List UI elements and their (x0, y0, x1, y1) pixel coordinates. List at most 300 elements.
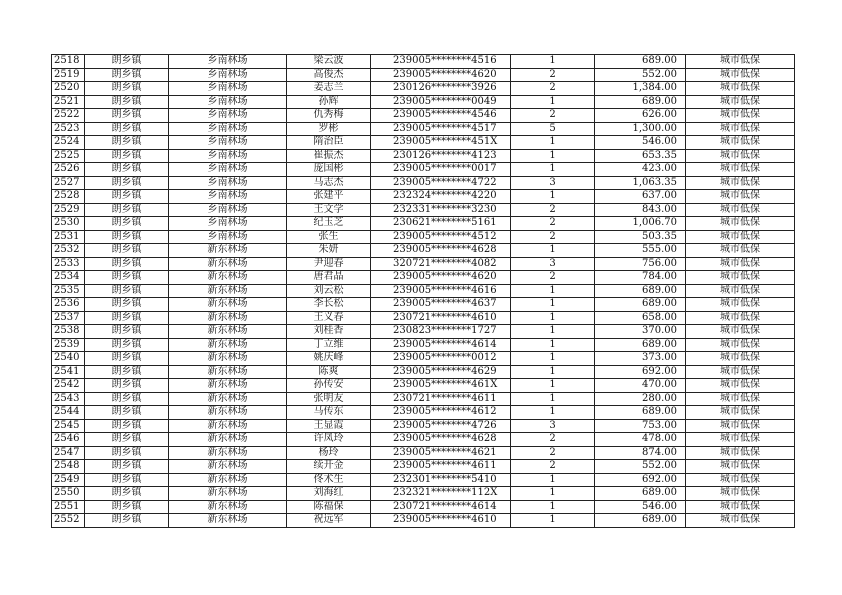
id-number-cell: 230823********1727 (371, 325, 511, 339)
town-cell: 朗乡镇 (85, 325, 169, 339)
household-size-cell: 1 (511, 325, 595, 339)
amount-cell: 658.00 (595, 311, 686, 325)
town-cell: 朗乡镇 (85, 163, 169, 177)
name-cell: 姜志兰 (287, 82, 371, 96)
amount-cell: 1,384.00 (595, 82, 686, 96)
town-cell: 朗乡镇 (85, 352, 169, 366)
row-number-cell: 2530 (52, 217, 85, 231)
household-size-cell: 1 (511, 149, 595, 163)
name-cell: 刘桂香 (287, 325, 371, 339)
id-number-cell: 239005********4726 (371, 419, 511, 433)
amount-cell: 470.00 (595, 379, 686, 393)
row-number-cell: 2518 (52, 55, 85, 69)
amount-cell: 689.00 (595, 487, 686, 501)
town-cell: 朗乡镇 (85, 230, 169, 244)
name-cell: 刘海红 (287, 487, 371, 501)
unit-cell: 新东林场 (169, 257, 287, 271)
town-cell: 朗乡镇 (85, 487, 169, 501)
unit-cell: 新东林场 (169, 419, 287, 433)
category-cell: 城市低保 (686, 244, 795, 258)
town-cell: 朗乡镇 (85, 149, 169, 163)
row-number-cell: 2527 (52, 176, 85, 190)
row-number-cell: 2549 (52, 473, 85, 487)
amount-cell: 637.00 (595, 190, 686, 204)
amount-cell: 478.00 (595, 433, 686, 447)
table-row (52, 419, 795, 433)
category-cell: 城市低保 (686, 257, 795, 271)
id-number-cell: 230126********4123 (371, 149, 511, 163)
amount-cell: 503.35 (595, 230, 686, 244)
table-row (52, 149, 795, 163)
table-row (52, 338, 795, 352)
household-size-cell: 1 (511, 514, 595, 528)
row-number-cell: 2532 (52, 244, 85, 258)
unit-cell: 新东林场 (169, 514, 287, 528)
id-number-cell: 239005********4722 (371, 176, 511, 190)
unit-cell: 新东林场 (169, 446, 287, 460)
household-size-cell: 1 (511, 338, 595, 352)
row-number-cell: 2540 (52, 352, 85, 366)
amount-cell: 689.00 (595, 55, 686, 69)
amount-cell: 546.00 (595, 136, 686, 150)
town-cell: 朗乡镇 (85, 190, 169, 204)
town-cell: 朗乡镇 (85, 379, 169, 393)
row-number-cell: 2519 (52, 68, 85, 82)
unit-cell: 新东林场 (169, 298, 287, 312)
unit-cell: 乡南林场 (169, 68, 287, 82)
name-cell: 崔振杰 (287, 149, 371, 163)
row-number-cell: 2528 (52, 190, 85, 204)
id-number-cell: 230621********5161 (371, 217, 511, 231)
table-row (52, 136, 795, 150)
name-cell: 高俊杰 (287, 68, 371, 82)
town-cell: 朗乡镇 (85, 514, 169, 528)
unit-cell: 新东林场 (169, 271, 287, 285)
household-size-cell: 1 (511, 392, 595, 406)
unit-cell: 新东林场 (169, 284, 287, 298)
row-number-cell: 2539 (52, 338, 85, 352)
name-cell: 隋治臣 (287, 136, 371, 150)
unit-cell: 乡南林场 (169, 136, 287, 150)
category-cell: 城市低保 (686, 109, 795, 123)
table-row (52, 298, 795, 312)
table-row (52, 392, 795, 406)
town-cell: 朗乡镇 (85, 109, 169, 123)
household-size-cell: 1 (511, 95, 595, 109)
unit-cell: 乡南林场 (169, 203, 287, 217)
id-number-cell: 239005********4512 (371, 230, 511, 244)
unit-cell: 乡南林场 (169, 95, 287, 109)
household-size-cell: 2 (511, 446, 595, 460)
id-number-cell: 230721********4610 (371, 311, 511, 325)
id-number-cell: 239005********4611 (371, 460, 511, 474)
name-cell: 纪玉芝 (287, 217, 371, 231)
id-number-cell: 239005********4614 (371, 338, 511, 352)
category-cell: 城市低保 (686, 82, 795, 96)
town-cell: 朗乡镇 (85, 338, 169, 352)
category-cell: 城市低保 (686, 176, 795, 190)
town-cell: 朗乡镇 (85, 298, 169, 312)
category-cell: 城市低保 (686, 203, 795, 217)
category-cell: 城市低保 (686, 473, 795, 487)
household-size-cell: 1 (511, 163, 595, 177)
amount-cell: 874.00 (595, 446, 686, 460)
table-row (52, 500, 795, 514)
household-size-cell: 1 (511, 473, 595, 487)
town-cell: 朗乡镇 (85, 460, 169, 474)
table-row (52, 55, 795, 69)
category-cell: 城市低保 (686, 352, 795, 366)
unit-cell: 乡南林场 (169, 230, 287, 244)
town-cell: 朗乡镇 (85, 68, 169, 82)
id-number-cell: 232324********4220 (371, 190, 511, 204)
table-row (52, 163, 795, 177)
table-row (52, 473, 795, 487)
table-row (52, 68, 795, 82)
row-number-cell: 2522 (52, 109, 85, 123)
table-row (52, 257, 795, 271)
table-row (52, 514, 795, 528)
name-cell: 李长松 (287, 298, 371, 312)
row-number-cell: 2546 (52, 433, 85, 447)
amount-cell: 689.00 (595, 95, 686, 109)
row-number-cell: 2533 (52, 257, 85, 271)
row-number-cell: 2529 (52, 203, 85, 217)
household-size-cell: 2 (511, 109, 595, 123)
unit-cell: 新东林场 (169, 311, 287, 325)
row-number-cell: 2525 (52, 149, 85, 163)
name-cell: 陈爽 (287, 365, 371, 379)
data-table (51, 54, 795, 528)
unit-cell: 新东林场 (169, 473, 287, 487)
id-number-cell: 239005********4621 (371, 446, 511, 460)
category-cell: 城市低保 (686, 136, 795, 150)
amount-cell: 370.00 (595, 325, 686, 339)
amount-cell: 1,300.00 (595, 122, 686, 136)
table-row (52, 284, 795, 298)
amount-cell: 423.00 (595, 163, 686, 177)
table-row (52, 487, 795, 501)
row-number-cell: 2548 (52, 460, 85, 474)
category-cell: 城市低保 (686, 433, 795, 447)
town-cell: 朗乡镇 (85, 257, 169, 271)
unit-cell: 乡南林场 (169, 176, 287, 190)
amount-cell: 689.00 (595, 406, 686, 420)
household-size-cell: 3 (511, 176, 595, 190)
id-number-cell: 230721********4614 (371, 500, 511, 514)
household-size-cell: 3 (511, 419, 595, 433)
row-number-cell: 2524 (52, 136, 85, 150)
id-number-cell: 230721********4611 (371, 392, 511, 406)
amount-cell: 753.00 (595, 419, 686, 433)
household-size-cell: 1 (511, 500, 595, 514)
name-cell: 孙辉 (287, 95, 371, 109)
table-body (52, 55, 795, 528)
town-cell: 朗乡镇 (85, 136, 169, 150)
name-cell: 朱妍 (287, 244, 371, 258)
category-cell: 城市低保 (686, 500, 795, 514)
town-cell: 朗乡镇 (85, 95, 169, 109)
table-row (52, 217, 795, 231)
table-row (52, 122, 795, 136)
amount-cell: 552.00 (595, 68, 686, 82)
name-cell: 梁云波 (287, 55, 371, 69)
table-row (52, 311, 795, 325)
table-row (52, 379, 795, 393)
category-cell: 城市低保 (686, 419, 795, 433)
row-number-cell: 2551 (52, 500, 85, 514)
amount-cell: 373.00 (595, 352, 686, 366)
household-size-cell: 2 (511, 203, 595, 217)
row-number-cell: 2543 (52, 392, 85, 406)
category-cell: 城市低保 (686, 55, 795, 69)
household-size-cell: 2 (511, 433, 595, 447)
category-cell: 城市低保 (686, 68, 795, 82)
name-cell: 仇秀梅 (287, 109, 371, 123)
category-cell: 城市低保 (686, 460, 795, 474)
table-row (52, 352, 795, 366)
category-cell: 城市低保 (686, 190, 795, 204)
household-size-cell: 1 (511, 244, 595, 258)
row-number-cell: 2536 (52, 298, 85, 312)
unit-cell: 新东林场 (169, 365, 287, 379)
household-size-cell: 1 (511, 190, 595, 204)
category-cell: 城市低保 (686, 217, 795, 231)
category-cell: 城市低保 (686, 149, 795, 163)
amount-cell: 756.00 (595, 257, 686, 271)
name-cell: 庞国彬 (287, 163, 371, 177)
category-cell: 城市低保 (686, 338, 795, 352)
category-cell: 城市低保 (686, 122, 795, 136)
amount-cell: 843.00 (595, 203, 686, 217)
name-cell: 王显霞 (287, 419, 371, 433)
row-number-cell: 2550 (52, 487, 85, 501)
category-cell: 城市低保 (686, 514, 795, 528)
category-cell: 城市低保 (686, 298, 795, 312)
category-cell: 城市低保 (686, 365, 795, 379)
amount-cell: 692.00 (595, 365, 686, 379)
town-cell: 朗乡镇 (85, 446, 169, 460)
row-number-cell: 2541 (52, 365, 85, 379)
row-number-cell: 2544 (52, 406, 85, 420)
unit-cell: 新东林场 (169, 325, 287, 339)
row-number-cell: 2542 (52, 379, 85, 393)
household-size-cell: 1 (511, 55, 595, 69)
name-cell: 孙传安 (287, 379, 371, 393)
row-number-cell: 2552 (52, 514, 85, 528)
town-cell: 朗乡镇 (85, 244, 169, 258)
unit-cell: 乡南林场 (169, 217, 287, 231)
town-cell: 朗乡镇 (85, 217, 169, 231)
id-number-cell: 239005********0049 (371, 95, 511, 109)
unit-cell: 新东林场 (169, 352, 287, 366)
table-row (52, 109, 795, 123)
id-number-cell: 239005********4629 (371, 365, 511, 379)
name-cell: 许凤玲 (287, 433, 371, 447)
row-number-cell: 2526 (52, 163, 85, 177)
household-size-cell: 2 (511, 217, 595, 231)
amount-cell: 546.00 (595, 500, 686, 514)
table-row (52, 190, 795, 204)
town-cell: 朗乡镇 (85, 122, 169, 136)
row-number-cell: 2545 (52, 419, 85, 433)
name-cell: 佟术生 (287, 473, 371, 487)
id-number-cell: 232321********112X (371, 487, 511, 501)
table-row (52, 95, 795, 109)
unit-cell: 新东林场 (169, 244, 287, 258)
town-cell: 朗乡镇 (85, 365, 169, 379)
household-size-cell: 2 (511, 460, 595, 474)
category-cell: 城市低保 (686, 406, 795, 420)
amount-cell: 555.00 (595, 244, 686, 258)
table-row (52, 271, 795, 285)
household-size-cell: 1 (511, 284, 595, 298)
town-cell: 朗乡镇 (85, 392, 169, 406)
category-cell: 城市低保 (686, 230, 795, 244)
name-cell: 罗彬 (287, 122, 371, 136)
amount-cell: 626.00 (595, 109, 686, 123)
unit-cell: 乡南林场 (169, 82, 287, 96)
name-cell: 张生 (287, 230, 371, 244)
category-cell: 城市低保 (686, 379, 795, 393)
household-size-cell: 2 (511, 82, 595, 96)
category-cell: 城市低保 (686, 95, 795, 109)
id-number-cell: 232331********3230 (371, 203, 511, 217)
id-number-cell: 239005********4620 (371, 271, 511, 285)
table-row (52, 176, 795, 190)
name-cell: 马志杰 (287, 176, 371, 190)
unit-cell: 新东林场 (169, 460, 287, 474)
id-number-cell: 239005********4616 (371, 284, 511, 298)
town-cell: 朗乡镇 (85, 55, 169, 69)
household-size-cell: 1 (511, 311, 595, 325)
town-cell: 朗乡镇 (85, 419, 169, 433)
category-cell: 城市低保 (686, 325, 795, 339)
id-number-cell: 239005********0017 (371, 163, 511, 177)
id-number-cell: 239005********4546 (371, 109, 511, 123)
name-cell: 张建平 (287, 190, 371, 204)
category-cell: 城市低保 (686, 392, 795, 406)
id-number-cell: 239005********451X (371, 136, 511, 150)
id-number-cell: 239005********4628 (371, 433, 511, 447)
town-cell: 朗乡镇 (85, 271, 169, 285)
id-number-cell: 239005********4516 (371, 55, 511, 69)
town-cell: 朗乡镇 (85, 284, 169, 298)
unit-cell: 新东林场 (169, 500, 287, 514)
unit-cell: 新东林场 (169, 406, 287, 420)
name-cell: 姚庆峰 (287, 352, 371, 366)
id-number-cell: 239005********4628 (371, 244, 511, 258)
unit-cell: 乡南林场 (169, 190, 287, 204)
name-cell: 尹迎春 (287, 257, 371, 271)
category-cell: 城市低保 (686, 284, 795, 298)
row-number-cell: 2538 (52, 325, 85, 339)
name-cell: 陈福保 (287, 500, 371, 514)
id-number-cell: 239005********4637 (371, 298, 511, 312)
household-size-cell: 2 (511, 271, 595, 285)
id-number-cell: 239005********4517 (371, 122, 511, 136)
row-number-cell: 2523 (52, 122, 85, 136)
name-cell: 刘云松 (287, 284, 371, 298)
name-cell: 丁立维 (287, 338, 371, 352)
unit-cell: 新东林场 (169, 433, 287, 447)
id-number-cell: 232301********5410 (371, 473, 511, 487)
table-row (52, 244, 795, 258)
unit-cell: 新东林场 (169, 338, 287, 352)
id-number-cell: 239005********0012 (371, 352, 511, 366)
name-cell: 杨玲 (287, 446, 371, 460)
unit-cell: 乡南林场 (169, 109, 287, 123)
row-number-cell: 2531 (52, 230, 85, 244)
town-cell: 朗乡镇 (85, 406, 169, 420)
household-size-cell: 2 (511, 230, 595, 244)
unit-cell: 新东林场 (169, 487, 287, 501)
table-row (52, 446, 795, 460)
amount-cell: 784.00 (595, 271, 686, 285)
town-cell: 朗乡镇 (85, 176, 169, 190)
unit-cell: 新东林场 (169, 379, 287, 393)
row-number-cell: 2547 (52, 446, 85, 460)
name-cell: 王文学 (287, 203, 371, 217)
table-row (52, 365, 795, 379)
household-size-cell: 1 (511, 379, 595, 393)
unit-cell: 乡南林场 (169, 122, 287, 136)
household-size-cell: 2 (511, 68, 595, 82)
table-row (52, 203, 795, 217)
amount-cell: 653.35 (595, 149, 686, 163)
name-cell: 马传东 (287, 406, 371, 420)
name-cell: 祝远军 (287, 514, 371, 528)
town-cell: 朗乡镇 (85, 311, 169, 325)
name-cell: 张明友 (287, 392, 371, 406)
town-cell: 朗乡镇 (85, 203, 169, 217)
row-number-cell: 2534 (52, 271, 85, 285)
amount-cell: 689.00 (595, 338, 686, 352)
unit-cell: 新东林场 (169, 392, 287, 406)
category-cell: 城市低保 (686, 487, 795, 501)
unit-cell: 乡南林场 (169, 55, 287, 69)
unit-cell: 乡南林场 (169, 163, 287, 177)
table-row (52, 433, 795, 447)
table-row (52, 230, 795, 244)
row-number-cell: 2537 (52, 311, 85, 325)
household-size-cell: 1 (511, 136, 595, 150)
category-cell: 城市低保 (686, 163, 795, 177)
amount-cell: 689.00 (595, 514, 686, 528)
amount-cell: 280.00 (595, 392, 686, 406)
row-number-cell: 2520 (52, 82, 85, 96)
name-cell: 王义春 (287, 311, 371, 325)
amount-cell: 689.00 (595, 298, 686, 312)
town-cell: 朗乡镇 (85, 500, 169, 514)
table-row (52, 406, 795, 420)
amount-cell: 692.00 (595, 473, 686, 487)
amount-cell: 1,063.35 (595, 176, 686, 190)
category-cell: 城市低保 (686, 271, 795, 285)
town-cell: 朗乡镇 (85, 473, 169, 487)
id-number-cell: 239005********461X (371, 379, 511, 393)
amount-cell: 1,006.70 (595, 217, 686, 231)
category-cell: 城市低保 (686, 446, 795, 460)
id-number-cell: 239005********4610 (371, 514, 511, 528)
table-row (52, 82, 795, 96)
household-size-cell: 1 (511, 352, 595, 366)
household-size-cell: 5 (511, 122, 595, 136)
household-size-cell: 1 (511, 365, 595, 379)
household-size-cell: 3 (511, 257, 595, 271)
id-number-cell: 239005********4620 (371, 68, 511, 82)
household-size-cell: 1 (511, 298, 595, 312)
